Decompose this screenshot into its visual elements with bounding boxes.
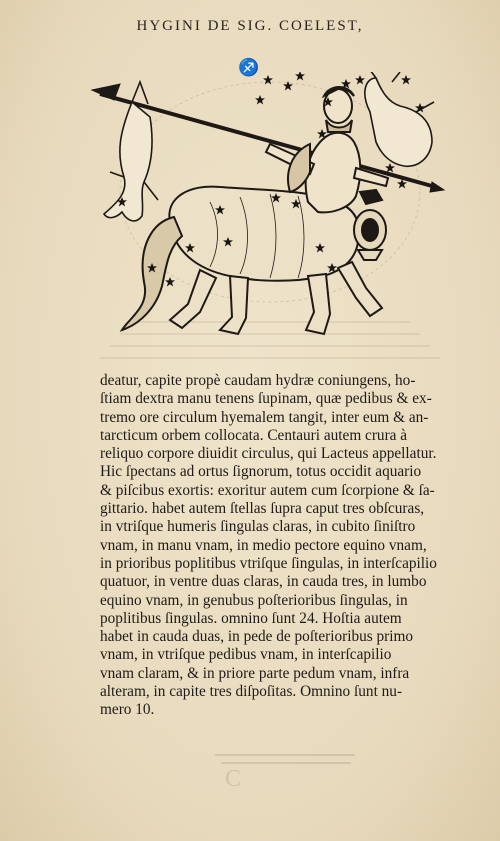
- text-line: tarcticum orbem collocata. Centauri autem crura à: [100, 426, 408, 444]
- text-line: habet in cauda duas, in pede de poſterioribus primo: [100, 628, 414, 646]
- text-line: mero 10.: [100, 701, 155, 719]
- text-line: quatuor, in ventre duas claras, in cauda tres, in lumbo: [100, 573, 427, 591]
- censer-altar: [354, 190, 386, 260]
- sagittarius-sign-symbol: ♐: [238, 58, 260, 78]
- text-line: vnam, in manu vnam, in medio pectore equino vnam,: [100, 536, 427, 554]
- text-line: in vtriſque humeris ſingulas claras, in cubito ſiniſtro: [100, 518, 416, 536]
- text-line: alteram, in capite tres diſpoſitas. Omnino ſunt nu-: [100, 683, 403, 701]
- text-line: deatur, capite propè caudam hydræ coniungens, ho-: [100, 372, 416, 389]
- text-line: & piſcibus exortis: exoritur autem cum ſcorpione & ſa-: [100, 481, 435, 499]
- bleed-through-marks: [215, 750, 365, 790]
- text-line: reliquo corpore diuidit circulus, qui Lacteus appellatur.: [100, 445, 437, 463]
- text-line: ſtiam dextra manu tenens ſupinam, quæ pedibus & ex-: [100, 390, 432, 408]
- show-through-text: [215, 750, 365, 793]
- text-line: Hic ſpectans ad ortus ſignorum, totus occidit aquario: [100, 463, 422, 481]
- text-line: poplitibus ſingulas. omnino ſunt 24. Hoſtia autem: [100, 609, 402, 627]
- held-animal: [365, 72, 434, 166]
- centaur-woodcut-illustration: [70, 72, 450, 372]
- text-line: vnam claram, & in priore parte pedum vnam, infra: [100, 664, 410, 682]
- text-line: tremo ore circulum hyemalem tangit, inter eum & an-: [100, 408, 429, 426]
- text-line: in prioribus poplitibus vtriſque ſingulas, in interſcapilio: [100, 554, 437, 572]
- hanging-hare: [104, 82, 158, 221]
- text-line: equino vnam, in genubus poſterioribus ſingulas, in: [100, 591, 408, 609]
- text-line: gittario. habet autem ſtellas ſupra caput tres obſcuras,: [100, 500, 425, 518]
- text-line: vnam, in vtriſque pedibus vnam, in interſcapilio: [100, 646, 392, 664]
- running-header: HYGINI DE SIG. COELEST,: [136, 18, 364, 34]
- svg-text:C: C: [225, 766, 242, 790]
- latin-body-text: [100, 372, 460, 720]
